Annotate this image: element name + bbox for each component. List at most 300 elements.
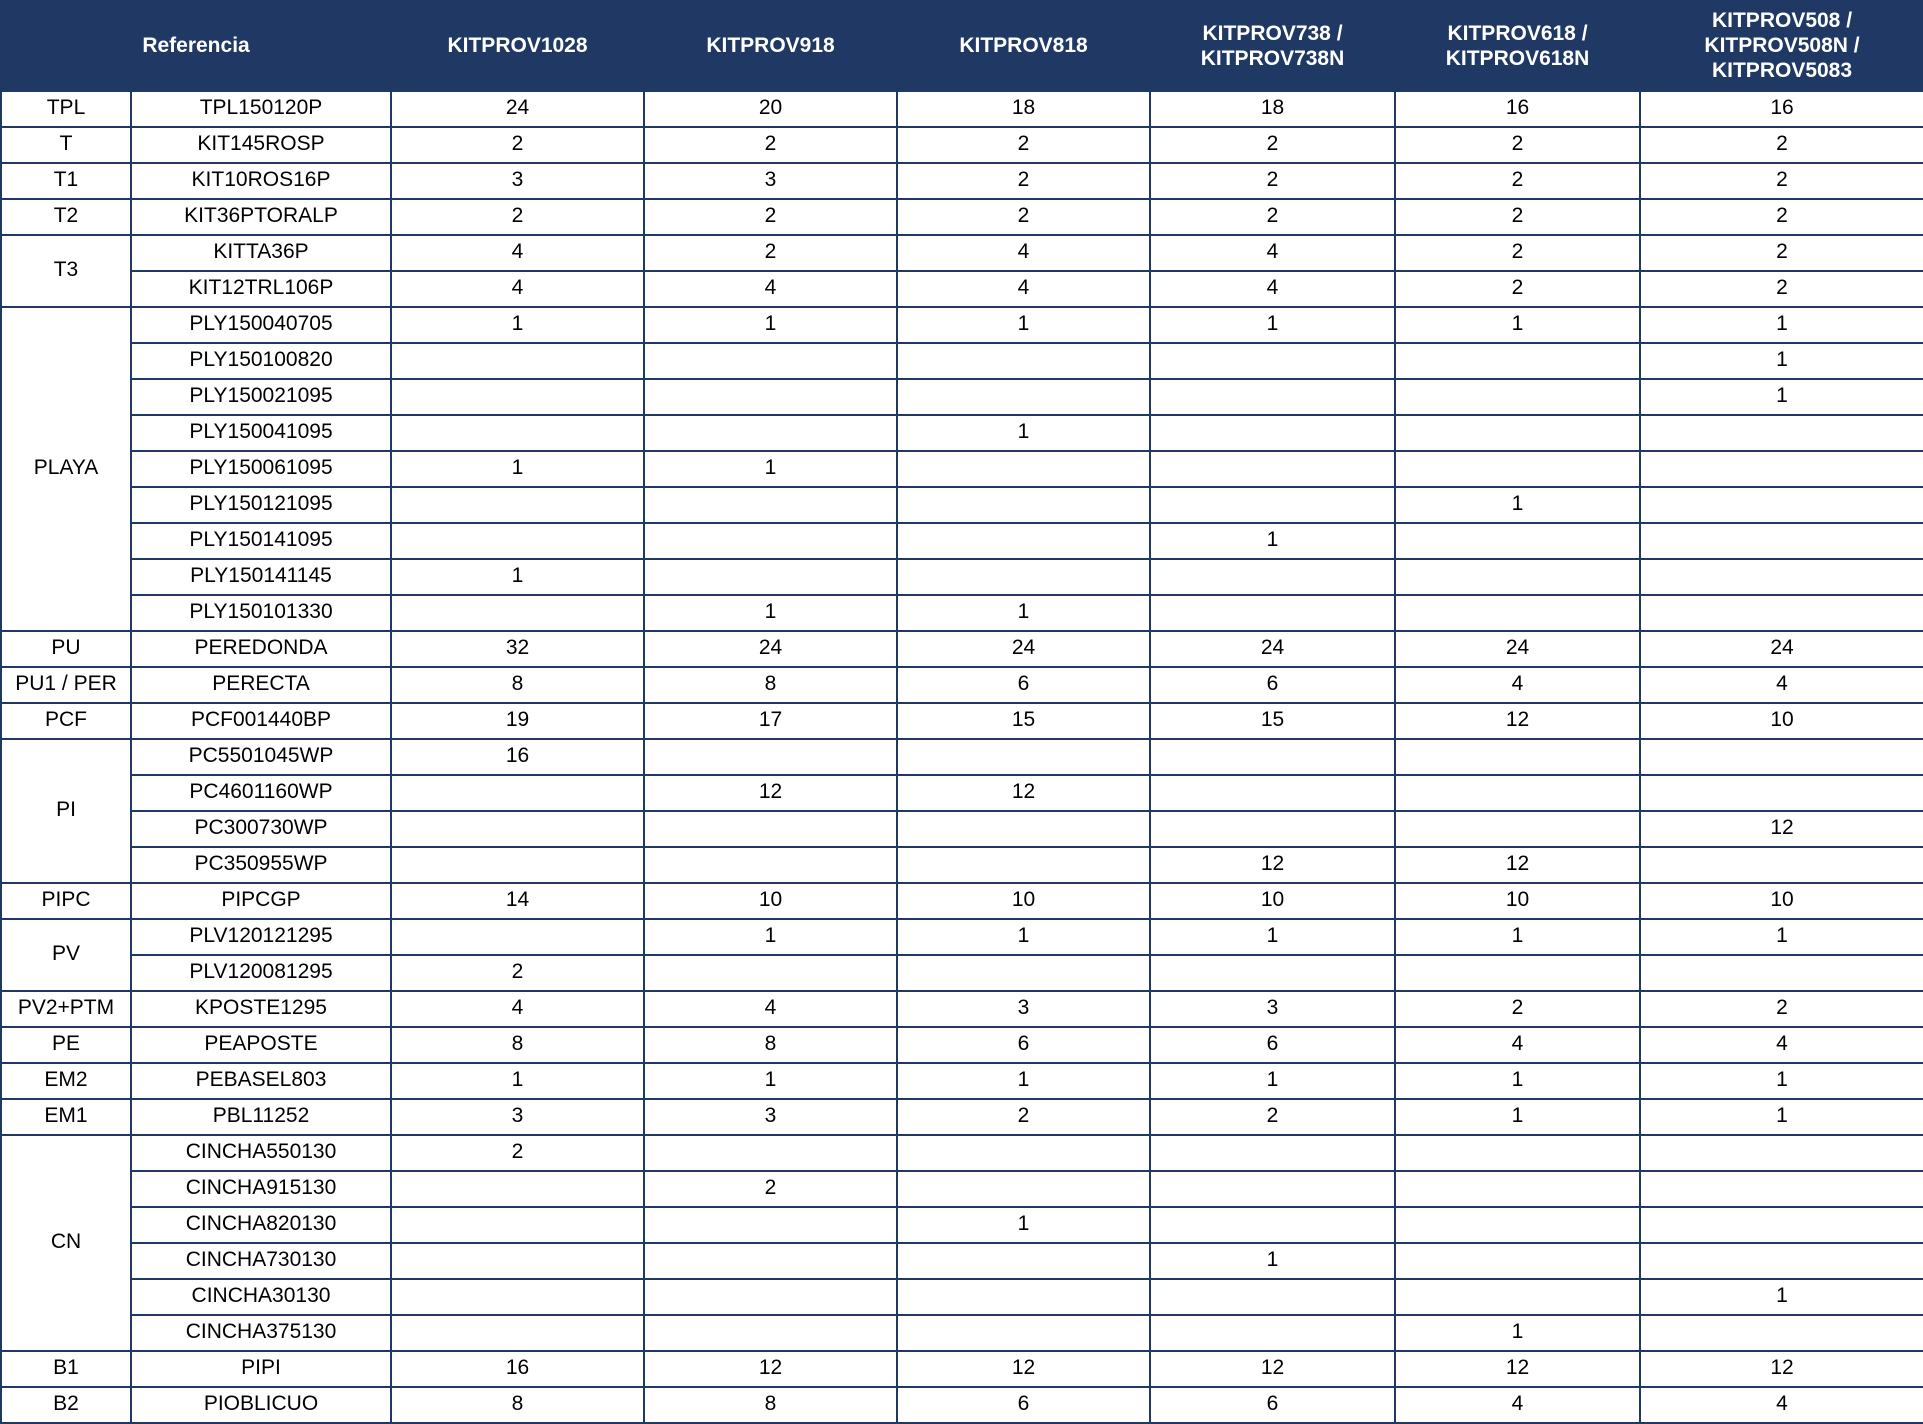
row-reference-code: KPOSTE1295 xyxy=(131,991,391,1027)
cell-quantity xyxy=(1395,811,1640,847)
cell-quantity: 12 xyxy=(1640,1351,1923,1387)
row-reference-code: PCF001440BP xyxy=(131,703,391,739)
cell-quantity xyxy=(1150,451,1395,487)
cell-quantity: 6 xyxy=(1150,667,1395,703)
cell-quantity: 2 xyxy=(897,127,1150,163)
cell-quantity: 8 xyxy=(391,1027,644,1063)
cell-quantity: 15 xyxy=(1150,703,1395,739)
row-reference-code: PLY150041095 xyxy=(131,415,391,451)
cell-quantity: 2 xyxy=(644,127,897,163)
cell-quantity: 8 xyxy=(644,667,897,703)
cell-quantity: 4 xyxy=(1395,667,1640,703)
cell-quantity xyxy=(1150,811,1395,847)
cell-quantity: 6 xyxy=(1150,1027,1395,1063)
column-header-kitprov738-line2: KITPROV738N xyxy=(1200,46,1345,70)
cell-quantity xyxy=(897,379,1150,415)
cell-quantity: 12 xyxy=(897,1351,1150,1387)
cell-quantity: 18 xyxy=(1150,91,1395,127)
table-row xyxy=(1,667,1923,703)
cell-quantity xyxy=(1640,523,1923,559)
table-row xyxy=(1,523,1923,559)
cell-quantity: 1 xyxy=(1395,1063,1640,1099)
cell-quantity xyxy=(897,343,1150,379)
cell-quantity xyxy=(1640,775,1923,811)
cell-quantity xyxy=(644,1135,897,1171)
cell-quantity xyxy=(644,343,897,379)
cell-quantity: 1 xyxy=(1640,343,1923,379)
cell-quantity xyxy=(897,1315,1150,1351)
cell-quantity xyxy=(1395,559,1640,595)
cell-quantity: 10 xyxy=(897,883,1150,919)
row-reference-code: PEREDONDA xyxy=(131,631,391,667)
row-reference-code: PC300730WP xyxy=(131,811,391,847)
cell-quantity xyxy=(1640,1135,1923,1171)
row-reference-code: PIOBLICUO xyxy=(131,1387,391,1423)
row-reference-code: CINCHA730130 xyxy=(131,1243,391,1279)
cell-quantity xyxy=(391,1315,644,1351)
cell-quantity: 4 xyxy=(1640,1387,1923,1423)
cell-quantity xyxy=(897,451,1150,487)
table-row xyxy=(1,991,1923,1027)
cell-quantity: 15 xyxy=(897,703,1150,739)
cell-quantity: 10 xyxy=(644,883,897,919)
table-row xyxy=(1,703,1923,739)
row-reference-code: KITTA36P xyxy=(131,235,391,271)
cell-quantity: 8 xyxy=(644,1387,897,1423)
table-row xyxy=(1,451,1923,487)
cell-quantity xyxy=(1150,775,1395,811)
cell-quantity xyxy=(1150,1171,1395,1207)
cell-quantity xyxy=(897,955,1150,991)
cell-quantity: 1 xyxy=(897,919,1150,955)
cell-quantity xyxy=(1640,487,1923,523)
row-group-label: PLAYA xyxy=(1,307,131,631)
cell-quantity: 4 xyxy=(897,235,1150,271)
cell-quantity xyxy=(1150,559,1395,595)
column-header-kitprov618 xyxy=(1395,1,1640,91)
cell-quantity: 24 xyxy=(644,631,897,667)
cell-quantity xyxy=(391,415,644,451)
cell-quantity: 2 xyxy=(1640,991,1923,1027)
cell-quantity: 2 xyxy=(1150,1099,1395,1135)
column-header-kitprov818: KITPROV818 xyxy=(897,1,1150,91)
cell-quantity xyxy=(897,559,1150,595)
cell-quantity: 24 xyxy=(897,631,1150,667)
cell-quantity: 12 xyxy=(1150,847,1395,883)
table-row xyxy=(1,1243,1923,1279)
cell-quantity: 1 xyxy=(897,1063,1150,1099)
table-row xyxy=(1,775,1923,811)
cell-quantity: 3 xyxy=(644,163,897,199)
row-group-label: EM1 xyxy=(1,1099,131,1135)
cell-quantity xyxy=(391,1243,644,1279)
cell-quantity xyxy=(1150,1315,1395,1351)
cell-quantity: 4 xyxy=(1395,1387,1640,1423)
cell-quantity: 1 xyxy=(897,307,1150,343)
cell-quantity xyxy=(391,1207,644,1243)
row-group-label: CN xyxy=(1,1135,131,1351)
cell-quantity: 16 xyxy=(391,1351,644,1387)
cell-quantity xyxy=(1640,1171,1923,1207)
row-reference-code: TPL150120P xyxy=(131,91,391,127)
table-row xyxy=(1,235,1923,271)
cell-quantity: 1 xyxy=(644,919,897,955)
cell-quantity: 1 xyxy=(391,559,644,595)
cell-quantity: 24 xyxy=(391,91,644,127)
cell-quantity xyxy=(897,1135,1150,1171)
cell-quantity: 2 xyxy=(1395,271,1640,307)
cell-quantity xyxy=(644,1243,897,1279)
row-reference-code: PC5501045WP xyxy=(131,739,391,775)
cell-quantity: 8 xyxy=(644,1027,897,1063)
cell-quantity xyxy=(897,1279,1150,1315)
cell-quantity xyxy=(1640,559,1923,595)
cell-quantity: 2 xyxy=(391,127,644,163)
table-row xyxy=(1,847,1923,883)
row-reference-code: PLV120121295 xyxy=(131,919,391,955)
cell-quantity xyxy=(644,1207,897,1243)
column-header-kitprov618-line2: KITPROV618N xyxy=(1445,46,1590,70)
cell-quantity xyxy=(1395,523,1640,559)
cell-quantity: 12 xyxy=(644,1351,897,1387)
column-header-referencia: Referencia xyxy=(1,1,391,91)
table-row xyxy=(1,415,1923,451)
cell-quantity xyxy=(644,739,897,775)
row-group-label: PU xyxy=(1,631,131,667)
cell-quantity: 1 xyxy=(391,307,644,343)
cell-quantity xyxy=(644,847,897,883)
column-header-kitprov508-line1: KITPROV508 / KITPROV508N / xyxy=(1704,9,1860,58)
row-reference-code: PLY150061095 xyxy=(131,451,391,487)
cell-quantity: 1 xyxy=(1640,1063,1923,1099)
cell-quantity xyxy=(644,487,897,523)
table-row xyxy=(1,883,1923,919)
cell-quantity xyxy=(1640,955,1923,991)
cell-quantity: 4 xyxy=(644,991,897,1027)
cell-quantity: 2 xyxy=(1640,199,1923,235)
cell-quantity xyxy=(644,415,897,451)
row-reference-code: KIT10ROS16P xyxy=(131,163,391,199)
cell-quantity xyxy=(897,523,1150,559)
cell-quantity: 2 xyxy=(897,1099,1150,1135)
row-reference-code: PLY150021095 xyxy=(131,379,391,415)
table-row xyxy=(1,955,1923,991)
cell-quantity: 1 xyxy=(644,307,897,343)
cell-quantity xyxy=(897,1243,1150,1279)
cell-quantity xyxy=(644,379,897,415)
cell-quantity xyxy=(391,919,644,955)
row-reference-code: PLY150101330 xyxy=(131,595,391,631)
cell-quantity: 1 xyxy=(897,595,1150,631)
row-reference-code: PIPCGP xyxy=(131,883,391,919)
cell-quantity xyxy=(1640,1207,1923,1243)
cell-quantity: 8 xyxy=(391,1387,644,1423)
cell-quantity: 20 xyxy=(644,91,897,127)
cell-quantity: 6 xyxy=(897,1387,1150,1423)
cell-quantity: 1 xyxy=(644,595,897,631)
row-reference-code: KIT36PTORALP xyxy=(131,199,391,235)
cell-quantity: 24 xyxy=(1150,631,1395,667)
row-group-label: TPL xyxy=(1,91,131,127)
row-reference-code: CINCHA30130 xyxy=(131,1279,391,1315)
cell-quantity: 6 xyxy=(897,667,1150,703)
cell-quantity xyxy=(1640,415,1923,451)
table-row xyxy=(1,163,1923,199)
cell-quantity: 10 xyxy=(1640,883,1923,919)
cell-quantity xyxy=(1640,1243,1923,1279)
cell-quantity: 12 xyxy=(897,775,1150,811)
column-header-kitprov918: KITPROV918 xyxy=(644,1,897,91)
cell-quantity: 3 xyxy=(391,163,644,199)
cell-quantity: 6 xyxy=(1150,1387,1395,1423)
table-row xyxy=(1,343,1923,379)
cell-quantity: 32 xyxy=(391,631,644,667)
cell-quantity: 2 xyxy=(644,199,897,235)
row-group-label: B2 xyxy=(1,1387,131,1423)
cell-quantity: 16 xyxy=(1395,91,1640,127)
row-reference-code: PLV120081295 xyxy=(131,955,391,991)
cell-quantity: 2 xyxy=(1150,199,1395,235)
cell-quantity xyxy=(391,847,644,883)
column-header-kitprov618-line1: KITPROV618 / xyxy=(1447,21,1588,45)
row-group-label: T2 xyxy=(1,199,131,235)
cell-quantity: 1 xyxy=(897,1207,1150,1243)
cell-quantity xyxy=(1150,739,1395,775)
cell-quantity: 4 xyxy=(391,991,644,1027)
table-row xyxy=(1,631,1923,667)
table-row xyxy=(1,919,1923,955)
cell-quantity xyxy=(1395,415,1640,451)
row-reference-code: PLY150141145 xyxy=(131,559,391,595)
table-row xyxy=(1,595,1923,631)
cell-quantity xyxy=(1395,1135,1640,1171)
table-body xyxy=(1,91,1923,1423)
cell-quantity xyxy=(644,811,897,847)
row-reference-code: CINCHA915130 xyxy=(131,1171,391,1207)
row-group-label: B1 xyxy=(1,1351,131,1387)
row-reference-code: PBL11252 xyxy=(131,1099,391,1135)
cell-quantity: 12 xyxy=(1395,847,1640,883)
row-reference-code: PC350955WP xyxy=(131,847,391,883)
row-group-label: PCF xyxy=(1,703,131,739)
row-group-label: PV xyxy=(1,919,131,991)
table-row xyxy=(1,307,1923,343)
row-reference-code: PIPI xyxy=(131,1351,391,1387)
cell-quantity: 1 xyxy=(644,451,897,487)
cell-quantity: 1 xyxy=(1150,1243,1395,1279)
cell-quantity xyxy=(1395,775,1640,811)
cell-quantity: 4 xyxy=(897,271,1150,307)
cell-quantity xyxy=(391,595,644,631)
table-row xyxy=(1,1387,1923,1423)
cell-quantity xyxy=(897,811,1150,847)
cell-quantity: 16 xyxy=(1640,91,1923,127)
cell-quantity xyxy=(1395,343,1640,379)
row-group-label: T1 xyxy=(1,163,131,199)
cell-quantity: 2 xyxy=(1395,127,1640,163)
table-row xyxy=(1,1315,1923,1351)
row-reference-code: PEAPOSTE xyxy=(131,1027,391,1063)
cell-quantity: 1 xyxy=(644,1063,897,1099)
column-header-kitprov738 xyxy=(1150,1,1395,91)
cell-quantity: 4 xyxy=(1150,235,1395,271)
cell-quantity: 2 xyxy=(1395,235,1640,271)
cell-quantity xyxy=(1150,487,1395,523)
cell-quantity: 2 xyxy=(391,955,644,991)
cell-quantity xyxy=(1150,415,1395,451)
cell-quantity: 10 xyxy=(1395,883,1640,919)
cell-quantity: 8 xyxy=(391,667,644,703)
cell-quantity: 2 xyxy=(644,1171,897,1207)
cell-quantity xyxy=(391,811,644,847)
cell-quantity: 1 xyxy=(897,415,1150,451)
row-group-label: EM2 xyxy=(1,1063,131,1099)
cell-quantity: 18 xyxy=(897,91,1150,127)
column-header-kitprov508 xyxy=(1640,1,1923,91)
row-group-label: PI xyxy=(1,739,131,883)
row-reference-code: PLY150040705 xyxy=(131,307,391,343)
cell-quantity: 2 xyxy=(1150,163,1395,199)
table-row xyxy=(1,1063,1923,1099)
column-header-kitprov508-line2: KITPROV5083 xyxy=(1711,59,1853,83)
row-reference-code: PERECTA xyxy=(131,667,391,703)
row-reference-code: PLY150141095 xyxy=(131,523,391,559)
cell-quantity: 2 xyxy=(644,235,897,271)
cell-quantity: 14 xyxy=(391,883,644,919)
cell-quantity: 1 xyxy=(1150,919,1395,955)
cell-quantity xyxy=(391,487,644,523)
cell-quantity: 16 xyxy=(391,739,644,775)
cell-quantity: 4 xyxy=(1640,1027,1923,1063)
cell-quantity xyxy=(1395,739,1640,775)
cell-quantity: 12 xyxy=(1640,811,1923,847)
table-row xyxy=(1,739,1923,775)
row-group-label: PIPC xyxy=(1,883,131,919)
cell-quantity: 2 xyxy=(1640,271,1923,307)
cell-quantity: 2 xyxy=(897,163,1150,199)
row-reference-code: KIT145ROSP xyxy=(131,127,391,163)
cell-quantity: 17 xyxy=(644,703,897,739)
table-row xyxy=(1,199,1923,235)
cell-quantity: 1 xyxy=(1150,1063,1395,1099)
cell-quantity xyxy=(644,523,897,559)
cell-quantity xyxy=(391,1171,644,1207)
cell-quantity: 3 xyxy=(1150,991,1395,1027)
cell-quantity: 4 xyxy=(644,271,897,307)
cell-quantity: 4 xyxy=(391,271,644,307)
table-row xyxy=(1,1351,1923,1387)
cell-quantity: 2 xyxy=(897,199,1150,235)
cell-quantity: 1 xyxy=(1640,1279,1923,1315)
row-reference-code: CINCHA375130 xyxy=(131,1315,391,1351)
table-row xyxy=(1,127,1923,163)
table-row xyxy=(1,811,1923,847)
cell-quantity xyxy=(391,523,644,559)
cell-quantity xyxy=(1640,451,1923,487)
cell-quantity xyxy=(1150,343,1395,379)
table-row xyxy=(1,559,1923,595)
cell-quantity: 10 xyxy=(1150,883,1395,919)
cell-quantity: 12 xyxy=(1395,1351,1640,1387)
cell-quantity: 12 xyxy=(1150,1351,1395,1387)
cell-quantity: 4 xyxy=(1150,271,1395,307)
row-group-label: PU1 / PER xyxy=(1,667,131,703)
cell-quantity: 2 xyxy=(391,199,644,235)
row-reference-code: CINCHA550130 xyxy=(131,1135,391,1171)
cell-quantity xyxy=(1640,847,1923,883)
cell-quantity: 1 xyxy=(1640,919,1923,955)
cell-quantity xyxy=(897,847,1150,883)
cell-quantity: 4 xyxy=(391,235,644,271)
table-header xyxy=(1,1,1923,91)
row-group-label: T3 xyxy=(1,235,131,307)
row-group-label: PV2+PTM xyxy=(1,991,131,1027)
cell-quantity xyxy=(391,775,644,811)
cell-quantity xyxy=(644,1315,897,1351)
cell-quantity: 1 xyxy=(1395,487,1640,523)
table-row xyxy=(1,271,1923,307)
cell-quantity: 10 xyxy=(1640,703,1923,739)
cell-quantity xyxy=(1150,955,1395,991)
cell-quantity xyxy=(1150,595,1395,631)
table-row xyxy=(1,379,1923,415)
row-reference-code: PEBASEL803 xyxy=(131,1063,391,1099)
cell-quantity xyxy=(897,739,1150,775)
cell-quantity: 3 xyxy=(897,991,1150,1027)
cell-quantity xyxy=(1395,1279,1640,1315)
cell-quantity: 6 xyxy=(897,1027,1150,1063)
row-reference-code: PLY150121095 xyxy=(131,487,391,523)
cell-quantity: 2 xyxy=(1640,163,1923,199)
cell-quantity: 24 xyxy=(1395,631,1640,667)
cell-quantity xyxy=(391,1279,644,1315)
cell-quantity: 1 xyxy=(1640,379,1923,415)
cell-quantity: 2 xyxy=(1640,235,1923,271)
cell-quantity xyxy=(1395,595,1640,631)
table-row xyxy=(1,1171,1923,1207)
cell-quantity: 1 xyxy=(1395,919,1640,955)
cell-quantity: 1 xyxy=(391,451,644,487)
cell-quantity xyxy=(1640,1315,1923,1351)
cell-quantity xyxy=(1395,955,1640,991)
cell-quantity: 12 xyxy=(1395,703,1640,739)
cell-quantity xyxy=(1150,1279,1395,1315)
row-reference-code: PC4601160WP xyxy=(131,775,391,811)
table-row xyxy=(1,1135,1923,1171)
column-header-kitprov1028: KITPROV1028 xyxy=(391,1,644,91)
cell-quantity: 24 xyxy=(1640,631,1923,667)
cell-quantity: 3 xyxy=(644,1099,897,1135)
cell-quantity xyxy=(391,379,644,415)
cell-quantity: 1 xyxy=(1640,307,1923,343)
cell-quantity xyxy=(1150,379,1395,415)
row-group-label: T xyxy=(1,127,131,163)
cell-quantity: 1 xyxy=(1150,523,1395,559)
cell-quantity xyxy=(1395,451,1640,487)
table-row xyxy=(1,487,1923,523)
cell-quantity: 2 xyxy=(1395,163,1640,199)
cell-quantity xyxy=(1395,1243,1640,1279)
cell-quantity: 3 xyxy=(391,1099,644,1135)
row-reference-code: PLY150100820 xyxy=(131,343,391,379)
row-group-label: PE xyxy=(1,1027,131,1063)
cell-quantity xyxy=(644,559,897,595)
cell-quantity: 19 xyxy=(391,703,644,739)
cell-quantity: 12 xyxy=(644,775,897,811)
table-row xyxy=(1,1279,1923,1315)
table-row xyxy=(1,1207,1923,1243)
cell-quantity xyxy=(1395,1171,1640,1207)
